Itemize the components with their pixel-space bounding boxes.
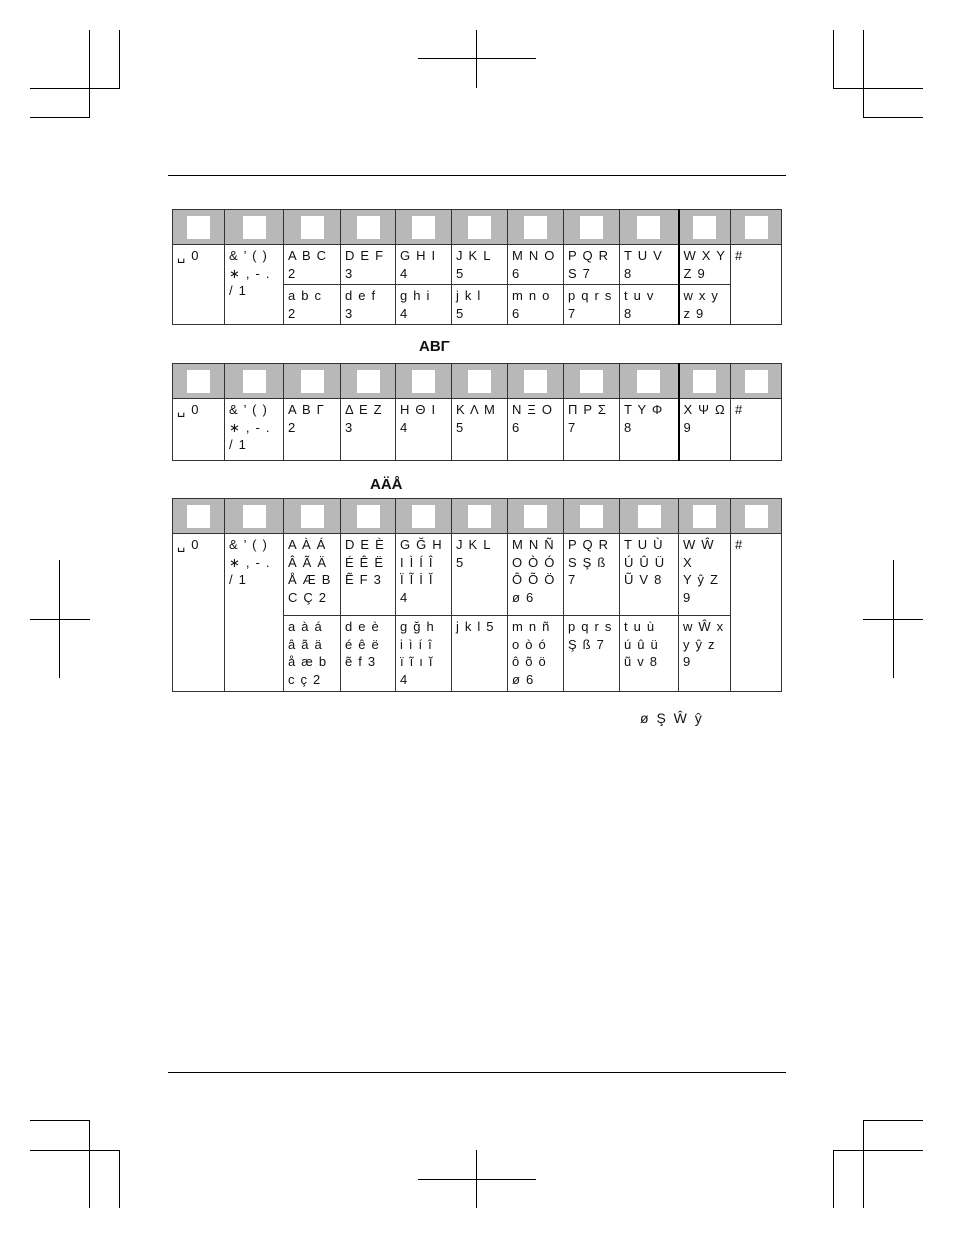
key-8-icon [637,216,660,239]
key-2-icon [301,505,324,528]
key-2-lower: a à á â ã ä å æ b c ç 2 [284,616,341,692]
key-9-lower: w x y z 9 [679,285,731,325]
key-3-icon [357,505,380,528]
key-4-upper: G Ğ H I Ì Í Î Ï Ĩ İ Ĭ 4 [396,534,452,616]
key-9-icon [693,216,716,239]
key-4-icon [412,216,435,239]
key-header-row [173,210,782,245]
key-0-chars: ␣ 0 [173,534,225,692]
key-6-upper: M N O 6 [508,245,564,285]
key-hash-icon [745,370,768,393]
key-5-chars: Κ Λ Μ 5 [452,399,508,461]
key-2-icon [301,370,324,393]
key-7-lower: p q r s 7 [564,285,620,325]
key-1-chars: & ’ ( ) ∗ , - . / 1 [225,399,284,461]
key-7-lower: p q r s Ş ß 7 [564,616,620,692]
key-3-lower: d e è é ê ë ẽ f 3 [341,616,396,692]
key-6-icon [524,505,547,528]
key-9-chars: Χ Ψ Ω 9 [679,399,731,461]
key-9-lower: w Ŵ x y ŷ z 9 [679,616,731,692]
greek-table-caption: ΑΒΓ [419,338,450,355]
key-0-icon [187,505,210,528]
extended-table-caption: AÄÅ [370,476,403,493]
special-characters-note: ø Ş Ŵ ŷ [640,710,704,726]
key-1-chars: & ’ ( ) ∗ , - . / 1 [225,534,284,692]
key-7-upper: P Q R S Ş ß 7 [564,534,620,616]
key-0-icon [187,216,210,239]
key-0-icon [187,370,210,393]
key-1-icon [243,216,266,239]
key-8-lower: t u v 8 [620,285,679,325]
key-2-icon [301,216,324,239]
key-6-icon [524,216,547,239]
key-5-icon [468,216,491,239]
key-4-chars: Η Θ Ι 4 [396,399,452,461]
key-3-lower: d e f 3 [341,285,396,325]
key-hash-icon [745,216,768,239]
key-9-icon [693,370,716,393]
key-6-lower: m n ñ o ò ó ô õ ö ø 6 [508,616,564,692]
key-4-lower: g h i 4 [396,285,452,325]
key-2-chars: Α Β Γ 2 [284,399,341,461]
key-7-icon [580,216,603,239]
key-8-lower: t u ù ú û ü ũ v 8 [620,616,679,692]
key-5-upper: J K L 5 [452,245,508,285]
key-6-icon [524,370,547,393]
key-7-upper: P Q R S 7 [564,245,620,285]
key-hash-chars: # [731,534,782,692]
key-6-upper: M N Ñ O Ò Ó Ô Õ Ö ø 6 [508,534,564,616]
key-1-chars: & ’ ( ) ∗ , - . / 1 [225,245,284,325]
key-3-chars: Δ Ε Ζ 3 [341,399,396,461]
header-rule [168,175,786,176]
character-table-greek [172,363,782,461]
key-6-chars: Ν Ξ Ο 6 [508,399,564,461]
key-8-chars: Τ Υ Φ 8 [620,399,679,461]
key-3-upper: D E F 3 [341,245,396,285]
key-6-lower: m n o 6 [508,285,564,325]
key-9-upper: W X Y Z 9 [679,245,731,285]
key-5-lower: j k l 5 [452,616,508,692]
key-1-icon [243,370,266,393]
key-9-icon [693,505,716,528]
key-1-icon [243,505,266,528]
key-5-lower: j k l 5 [452,285,508,325]
greek-row [173,399,782,461]
key-8-upper: T U Ù Ú Û Ü Ũ V 8 [620,534,679,616]
key-4-upper: G H I 4 [396,245,452,285]
key-0-chars: ␣ 0 [173,245,225,325]
key-8-icon [638,505,661,528]
key-header-row [173,364,782,399]
key-2-upper: A À Á Â Ã Ä Å Æ B C Ç 2 [284,534,341,616]
key-3-icon [357,370,380,393]
key-2-lower: a b c 2 [284,285,341,325]
key-7-icon [580,370,603,393]
character-table-extended [172,498,782,692]
footer-rule [168,1072,786,1073]
key-4-icon [412,505,435,528]
key-5-icon [468,505,491,528]
key-8-upper: T U V 8 [620,245,679,285]
key-0-chars: ␣ 0 [173,399,225,461]
key-7-icon [580,505,603,528]
key-hash-chars: # [731,245,782,325]
key-hash-chars: # [731,399,782,461]
character-table-standard [172,209,782,325]
key-2-upper: A B C 2 [284,245,341,285]
key-3-upper: D E È É Ê Ë Ẽ F 3 [341,534,396,616]
key-7-chars: Π Ρ Σ 7 [564,399,620,461]
key-hash-icon [745,505,768,528]
key-5-icon [468,370,491,393]
uppercase-row [173,534,782,616]
key-4-lower: g ğ h i ì í î ï ĩ ı ĭ 4 [396,616,452,692]
key-4-icon [412,370,435,393]
key-header-row [173,499,782,534]
key-9-upper: W Ŵ X Y ŷ Z 9 [679,534,731,616]
key-5-upper: J K L 5 [452,534,508,616]
uppercase-row [173,245,782,285]
key-3-icon [357,216,380,239]
key-8-icon [637,370,660,393]
